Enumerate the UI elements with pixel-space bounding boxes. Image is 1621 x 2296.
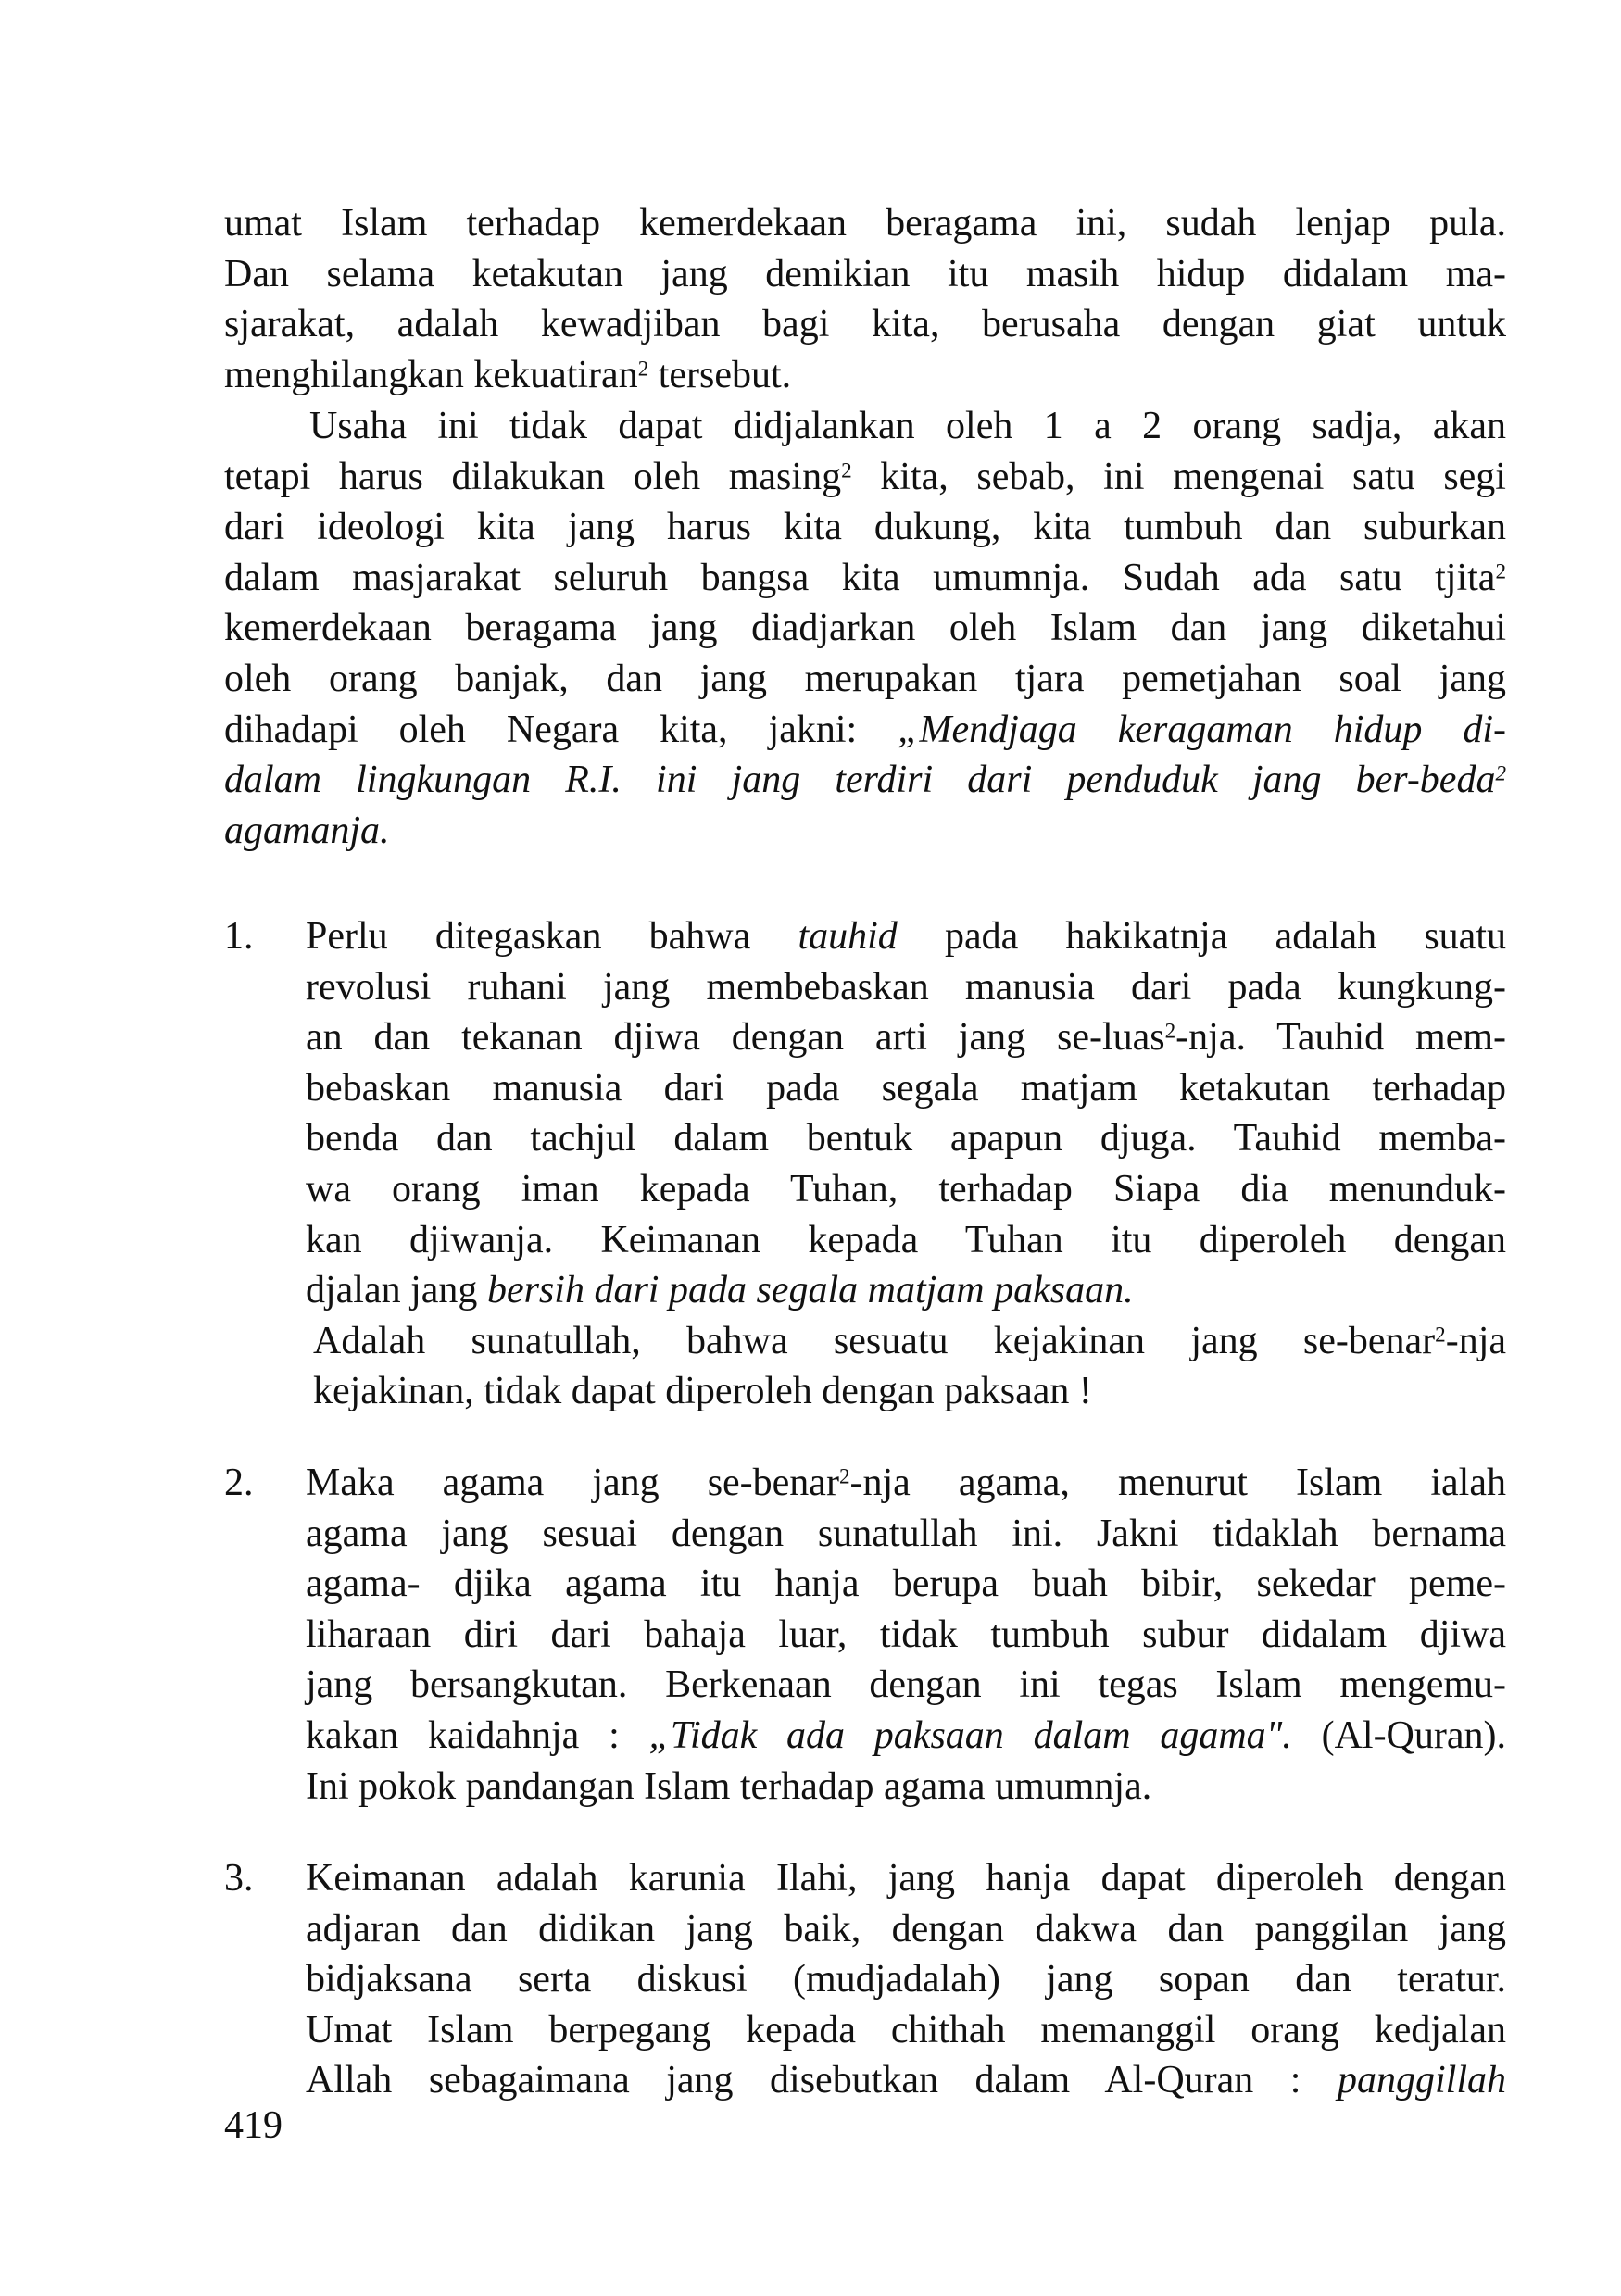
text-line: bidjaksana serta diskusi (mudjadalah) jang sopan dan teratur. [306,1958,1506,2001]
intro-paragraph-1 [224,198,1506,400]
text-line [306,911,1506,962]
text-line: kejakinan, tidak dapat diperoleh dengan paksaan ! [313,1370,1092,1413]
text-line: umat Islam terhadap kemerdekaan beragama ini, sudah lenjap pula. [224,202,1506,245]
list-number: 3. [224,1857,254,1900]
italic-phrase: bersih dari pada segala matjam paksaan. [486,1269,1134,1312]
text-line: Dan selama ketakutan jang demikian itu masih hidup didalam ma- [224,252,1506,295]
text-line: wa orang iman kepada Tuhan, terhadap Siapa dia menunduk- [306,1167,1506,1211]
list-number: 2. [224,1462,254,1504]
text-line [306,2055,1506,2106]
text-fragment: pada hakikatnja adalah suatu [897,915,1506,958]
text-line: Ini pokok pandangan Islam terhadap agama umumnja. [306,1764,1152,1808]
text-line: oleh orang banjak, dan jang merupakan tjara pemetjahan soal jang [224,657,1506,700]
text-line: revolusi ruhani jang membebaskan manusia dari pada kungkung- [306,965,1506,1009]
list-body [306,1853,1506,2106]
page-number: 419 [224,2104,283,2147]
italic-quote: „Mendjaga keragaman hidup di- [898,708,1506,751]
intro-paragraph-2 [224,401,1506,856]
text-line: Keimanan adalah karunia Ilahi, jang hanja dapat diperoleh dengan [306,1857,1506,1900]
text-line: kemerdekaan beragama jang diadjarkan oleh Islam dan jang diketahui [224,607,1506,650]
text-line: benda dan tachjul dalam bentuk apapun djuga. Tauhid memba- [306,1117,1506,1161]
text-line [224,806,1506,857]
text-line: jang bersangkutan. Berkenaan dengan ini tegas Islam mengemu- [306,1663,1506,1707]
text-line [306,1265,1506,1316]
text-line: Umat Islam berpegang kepada chithah memanggil orang kedjalan [306,2008,1506,2051]
text-fragment: dihadapi oleh Negara kita, jakni: [224,708,898,751]
text-fragment: kakan kaidahnja : [306,1713,649,1757]
italic-term: tauhid [798,915,898,958]
italic-quote: agamanja. [224,809,390,852]
text-line [224,705,1506,756]
text-line: agama jang sesuai dengan sunatullah ini. Jakni tidaklah bernama [306,1512,1506,1555]
text-line: bebaskan manusia dari pada segala matjam ketakutan terhadap [306,1066,1506,1110]
text-fragment: djalan jang [306,1269,487,1312]
text-line: liharaan diri dari bahaja luar, tidak tumbuh subur didalam djiwa [306,1612,1506,1656]
italic-quote: „Tidak ada paksaan dalam agama". [648,1713,1292,1757]
italic-quote: dalam lingkungan R.I. ini jang terdiri dari penduduk jang ber-beda$^2$ [224,759,1506,802]
text-fragment: Allah sebagaimana jang disebutkan dalam Al-Quran : [306,2059,1338,2102]
text-line: adjaran dan didikan jang baik, dengan dakwa dan panggilan jang [306,1907,1506,1951]
text-line: tetapi harus dilakukan oleh masing$^2$ kita, sebab, ini mengenai satu segi [224,455,1506,498]
text-line: Usaha ini tidak dapat didjalankan oleh 1 a 2 orang sadja, akan [309,405,1506,447]
text-line: menghilangkan kekuatiran$^2$ tersebut. [224,353,792,396]
list-body [306,1458,1506,1812]
text-line: Adalah sunatullah, bahwa sesuatu kejakinan jang se-benar$^2$-nja [313,1319,1506,1362]
text-line: kan djiwanja. Keimanan kepada Tuhan itu diperoleh dengan [306,1218,1506,1261]
text-line: dalam masjarakat seluruh bangsa kita umumnja. Sudah ada satu tjita$^2$ [224,556,1506,599]
text-line: an dan tekanan djiwa dengan arti jang se-luas$^2$-nja. Tauhid mem- [306,1016,1506,1060]
list-number: 1. [224,915,254,958]
text-fragment: Perlu ditegaskan bahwa [306,915,798,958]
text-line [224,755,1506,806]
list-body [306,911,1506,1417]
text-line: Maka agama jang se-benar$^2$-nja agama, menurut Islam ialah [306,1462,1506,1504]
text-line: dari ideologi kita jang harus kita dukung, kita tumbuh dan suburkan [224,506,1506,549]
text-line: sjarakat, adalah kewadjiban bagi kita, berusaha dengan giat untuk [224,303,1506,346]
text-line [306,1711,1506,1762]
text-fragment: (Al-Quran). [1291,1713,1507,1757]
italic-phrase: panggillah [1337,2059,1506,2102]
text-line: agama- djika agama itu hanja berupa buah bibir, sekedar peme- [306,1562,1506,1606]
